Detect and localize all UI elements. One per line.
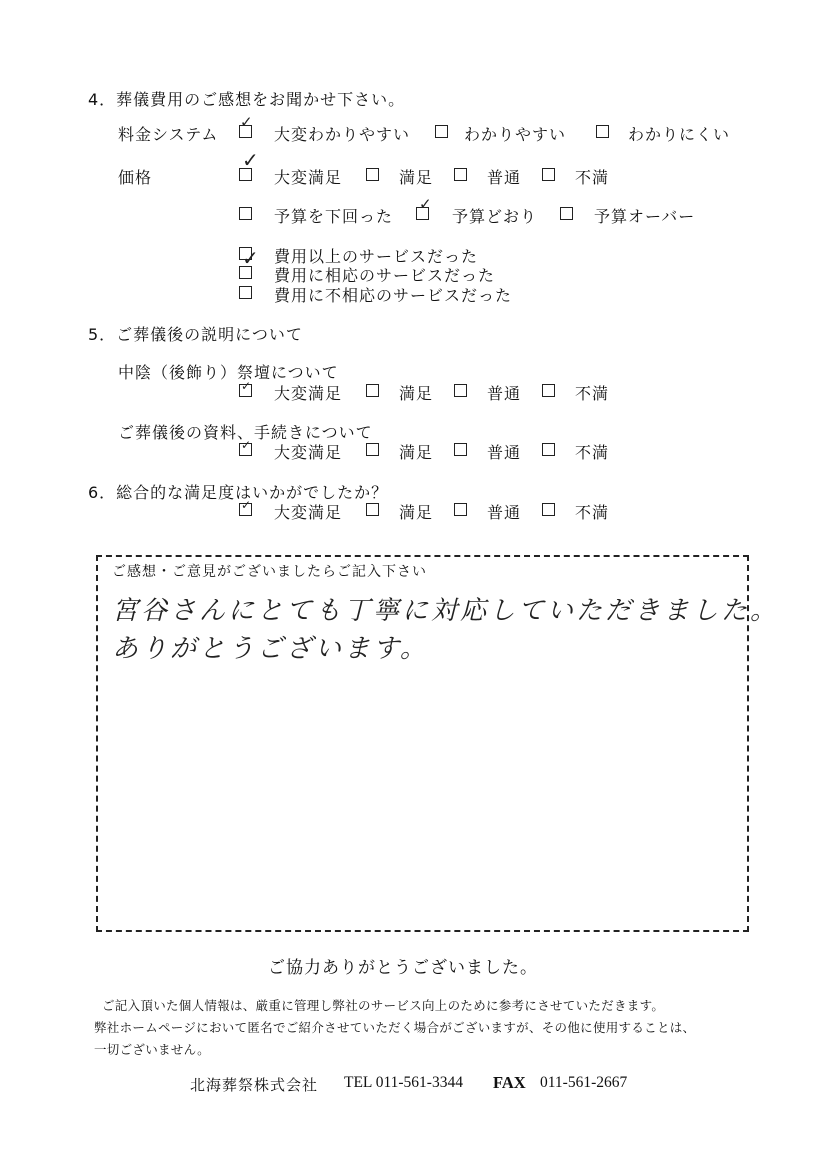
question-6-title: 6．総合的な満足度はいかがでしたか？ bbox=[88, 483, 389, 502]
option-overall-satisfied: 満足 bbox=[399, 503, 434, 522]
option-altar-normal: 普通 bbox=[487, 384, 522, 403]
option-over-budget: 予算オーバー bbox=[594, 207, 696, 226]
altar-label: 中陰（後飾り）祭壇について bbox=[118, 363, 339, 382]
option-overall-normal: 普通 bbox=[487, 503, 522, 522]
check-mark-icon: ✓ bbox=[240, 113, 253, 131]
checkbox-docs-satisfied[interactable] bbox=[366, 443, 379, 456]
privacy-line-1: ご記入頂いた個人情報は、厳重に管理し弊社のサービス向上のために参考にさせていただきます。 bbox=[102, 998, 665, 1013]
check-mark-icon: ✓ bbox=[242, 246, 259, 270]
checkbox-below-cost[interactable] bbox=[239, 286, 252, 299]
option-overall-dissatisfied: 不満 bbox=[575, 503, 610, 522]
checkbox-altar-satisfied[interactable] bbox=[366, 384, 379, 397]
option-on-budget: 予算どおり bbox=[452, 207, 538, 226]
checkbox-under-budget[interactable] bbox=[239, 207, 252, 220]
question-4-title: 4．葬儀費用のご感想をお聞かせ下さい。 bbox=[88, 90, 406, 109]
handwritten-comment-line-2: ありがとうございます。 bbox=[112, 634, 429, 664]
check-mark-icon: ✓ bbox=[242, 148, 259, 172]
option-below-cost: 費用に不相応のサービスだった bbox=[274, 286, 513, 305]
option-altar-satisfied: 満足 bbox=[399, 384, 434, 403]
option-docs-dissatisfied: 不満 bbox=[575, 443, 610, 462]
option-docs-normal: 普通 bbox=[487, 443, 522, 462]
checkbox-price-normal[interactable] bbox=[454, 168, 467, 181]
check-mark-icon: ✓ bbox=[241, 438, 252, 452]
question-5-title: 5．ご葬儀後の説明について bbox=[88, 325, 303, 344]
company-fax-label: FAX bbox=[493, 1073, 526, 1092]
check-mark-icon: ✓ bbox=[241, 379, 252, 393]
checkbox-altar-normal[interactable] bbox=[454, 384, 467, 397]
company-fax: 011-561-2667 bbox=[540, 1074, 628, 1091]
check-mark-icon: ✓ bbox=[241, 498, 252, 512]
company-name: 北海葬祭株式会社 bbox=[190, 1076, 319, 1094]
privacy-line-2: 弊社ホームページにおいて匿名でご紹介させていただく場合がございますが、その他に使用することは、 bbox=[94, 1020, 696, 1035]
option-overall-very-satisfied: 大変満足 bbox=[274, 503, 343, 522]
checkbox-unclear[interactable] bbox=[596, 125, 609, 138]
checkbox-docs-normal[interactable] bbox=[454, 443, 467, 456]
price-label: 価格 bbox=[118, 168, 153, 187]
option-very-clear: 大変わかりやすい bbox=[274, 125, 411, 144]
checkbox-clear[interactable] bbox=[435, 125, 448, 138]
option-under-budget: 予算を下回った bbox=[274, 207, 394, 226]
checkbox-overall-satisfied[interactable] bbox=[366, 503, 379, 516]
comment-heading: ご感想・ご意見がございましたらご記入下さい bbox=[112, 564, 427, 580]
option-docs-very-satisfied: 大変満足 bbox=[274, 443, 343, 462]
checkbox-price-dissatisfied[interactable] bbox=[542, 168, 555, 181]
company-tel: TEL 011-561-3344 bbox=[344, 1074, 463, 1091]
check-mark-icon: ✓ bbox=[419, 195, 432, 213]
documents-label: ご葬儀後の資料、手続きについて bbox=[118, 423, 373, 442]
option-price-normal: 普通 bbox=[487, 168, 522, 187]
option-matching-cost: 費用に相応のサービスだった bbox=[274, 266, 496, 285]
option-above-cost: 費用以上のサービスだった bbox=[274, 247, 479, 266]
option-unclear: わかりにくい bbox=[628, 125, 731, 144]
price-system-label: 料金システム bbox=[118, 125, 219, 144]
option-altar-dissatisfied: 不満 bbox=[575, 384, 610, 403]
checkbox-docs-dissatisfied[interactable] bbox=[542, 443, 555, 456]
privacy-line-3: 一切ございません。 bbox=[94, 1042, 210, 1057]
checkbox-price-satisfied[interactable] bbox=[366, 168, 379, 181]
checkbox-altar-dissatisfied[interactable] bbox=[542, 384, 555, 397]
option-clear: わかりやすい bbox=[464, 125, 567, 144]
option-price-dissatisfied: 不満 bbox=[575, 168, 610, 187]
option-price-very-satisfied: 大変満足 bbox=[274, 168, 343, 187]
option-docs-satisfied: 満足 bbox=[399, 443, 434, 462]
option-price-satisfied: 満足 bbox=[399, 168, 434, 187]
handwritten-comment-line-1: 宮谷さんにとても丁寧に対応していただきました。 bbox=[112, 596, 780, 626]
checkbox-over-budget[interactable] bbox=[560, 207, 573, 220]
checkbox-overall-dissatisfied[interactable] bbox=[542, 503, 555, 516]
thanks-message: ご協力ありがとうございました。 bbox=[268, 958, 538, 978]
checkbox-overall-normal[interactable] bbox=[454, 503, 467, 516]
option-altar-very-satisfied: 大変満足 bbox=[274, 384, 343, 403]
